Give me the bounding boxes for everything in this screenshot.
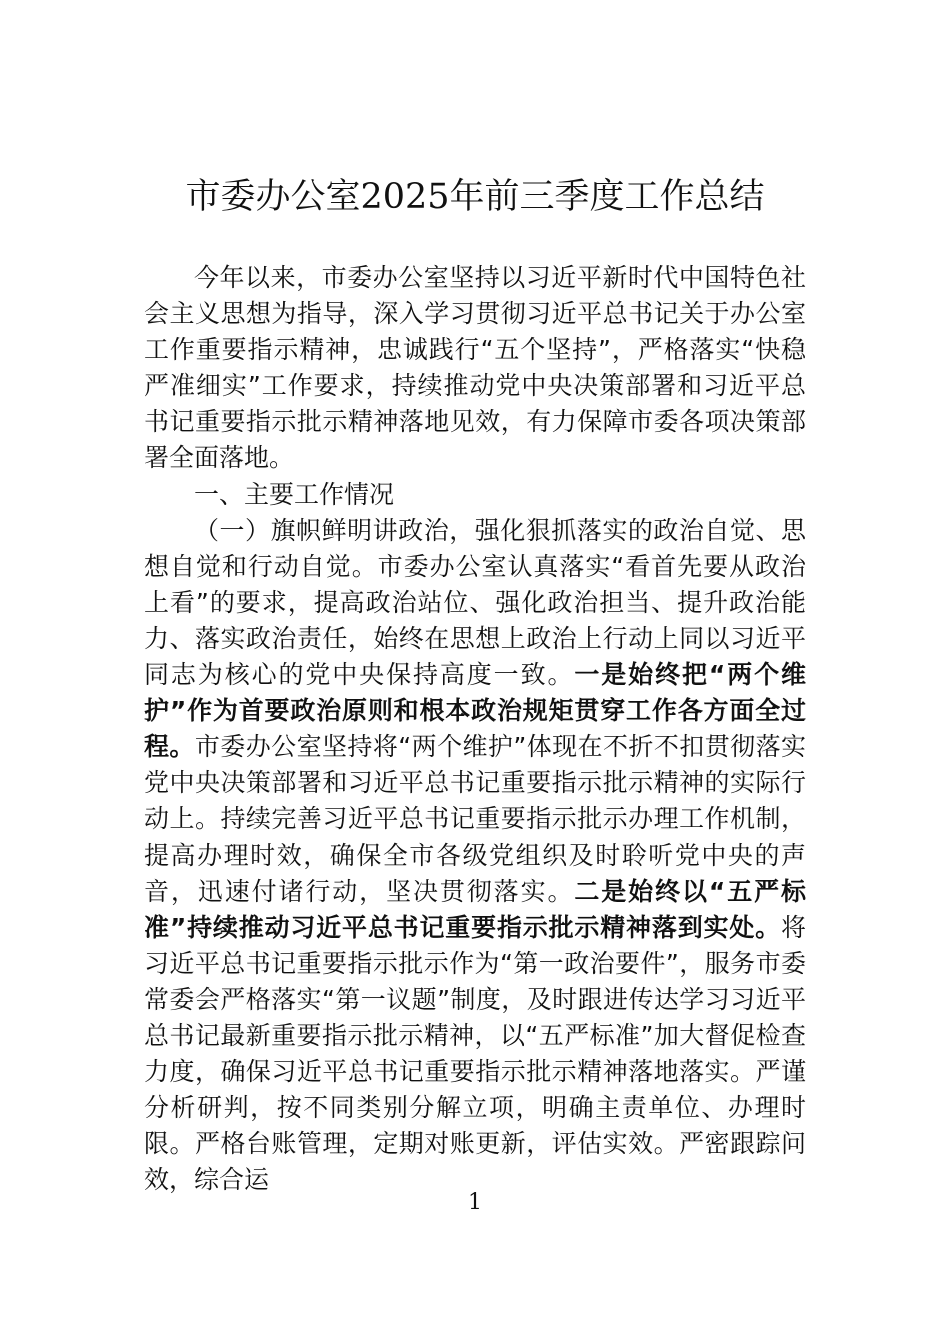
subsection-paragraph <box>144 513 806 1199</box>
subsection-intro: （一）旗帜鲜明讲政治，强化狠抓落实的政治自觉、思想自觉和行动自觉。市委办公室认真落实“看首先要从政治上看”的要求，提高政治站位、强化政治担当、提升政治能力、落实政治责任，始终在思想上政治上行动上同以习近平同志为核心的党中央保持高度一致。 <box>144 515 806 690</box>
section-heading: 一、主要工作情况 <box>194 479 395 509</box>
point-one-text: 市委办公室坚持将“两个维护”体现在不折不扣贯彻落实党中央决策部署和习近平总书记重要指示批示精神的实际行动上。持续完善习近平总书记重要指示批示办理工作机制，提高办理时效，确保全市各级党组织及时聆听党中央的声音，迅速付诸行动，坚决贯彻落实。 <box>144 732 806 906</box>
document-title <box>0 172 950 222</box>
title-prefix: 市委办公室 <box>185 177 361 217</box>
title-year: 2025 <box>360 177 450 217</box>
point-one-heading: 一是始终把“两个维护”作为首要政治原则和根本政治规矩贯穿工作各方面全过程。 <box>144 660 806 762</box>
title-suffix: 年前三季度工作总结 <box>449 177 765 217</box>
intro-paragraph: 今年以来，市委办公室坚持以习近平新时代中国特色社会主义思想为指导，深入学习贯彻习近平总书记关于办公室工作重要指示精神，忠诚践行“五个坚持”，严格落实“快稳严准细实”工作要求，持续推动党中央决策部署和习近平总书记重要指示批示精神落地见效，有力保障市委各项决策部署全面落地。 <box>144 263 806 473</box>
document-body <box>144 260 806 1198</box>
point-two-text: 将习近平总书记重要指示批示作为“第一政治要件”，服务市委常委会严格落实“第一议题”制度，及时跟进传达学习习近平总书记最新重要指示批示精神，以“五严标准”加大督促检查力度，确保习近平总书记重要指示批示精神落地落实。严谨分析研判，按不同类别分解立项，明确主责单位、办理时限。严格台账管理，定期对账更新，评估实效。严密跟踪问效，综合运 <box>144 912 806 1195</box>
point-two-heading: 二是始终以“五严标准”持续推动习近平总书记重要指示批示精神落到实处。 <box>144 876 806 942</box>
page-number: 1 <box>468 1190 482 1215</box>
